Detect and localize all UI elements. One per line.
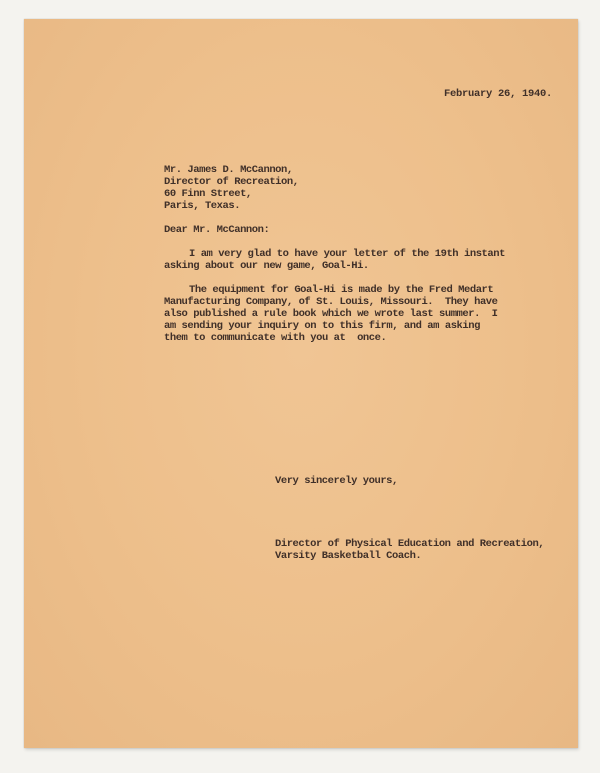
address-line-title: Director of Recreation, — [164, 176, 299, 188]
paragraph-2-line: them to communicate with you at once. — [164, 332, 387, 344]
letter-date: February 26, 1940. — [444, 88, 553, 100]
paragraph-2-line: Manufacturing Company, of St. Louis, Missouri. They have — [164, 296, 498, 308]
signature-title-line: Varsity Basketball Coach. — [275, 550, 422, 562]
address-line-name: Mr. James D. McCannon, — [164, 164, 293, 176]
address-line-street: 60 Finn Street, — [164, 188, 252, 200]
salutation: Dear Mr. McCannon: — [164, 224, 270, 236]
paragraph-1-line: I am very glad to have your letter of the 19th instant — [189, 248, 505, 260]
paragraph-2-line: also published a rule book which we wrote last summer. I — [164, 308, 498, 320]
signature-title-line: Director of Physical Education and Recreation, — [275, 538, 545, 550]
closing: Very sincerely yours, — [275, 475, 398, 487]
letter-page — [24, 19, 578, 748]
address-line-city: Paris, Texas. — [164, 200, 241, 212]
paragraph-2-line: The equipment for Goal-Hi is made by the Fred Medart — [189, 284, 494, 296]
paragraph-1-line: asking about our new game, Goal-Hi. — [164, 260, 369, 272]
paragraph-2-line: am sending your inquiry on to this firm, and am asking — [164, 320, 480, 332]
